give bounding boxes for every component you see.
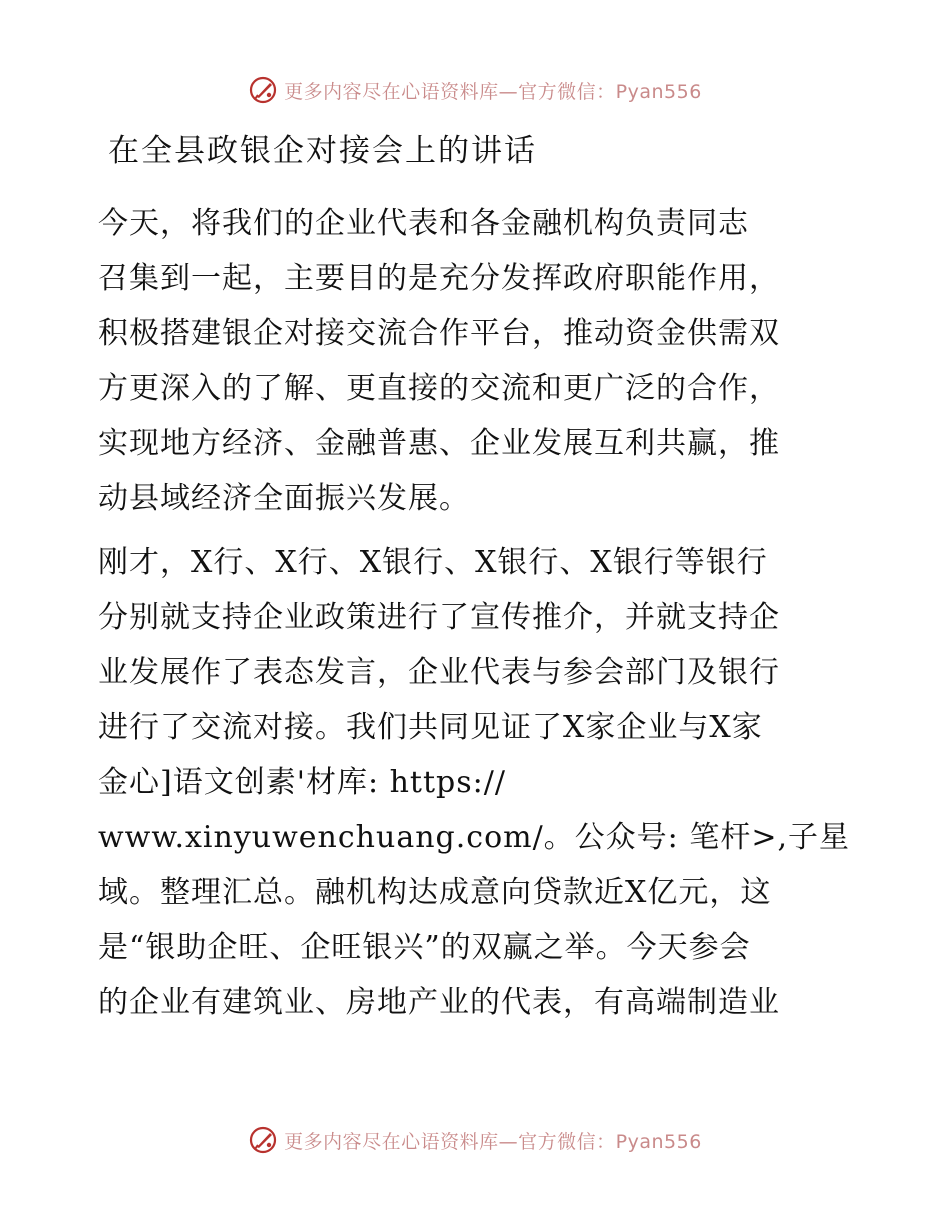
paragraph-2 [98,535,850,1030]
paragraph-1 [98,196,850,526]
paragraph-line: 实现地方经济、金融普惠、企业发展互利共赢，推 [98,426,780,461]
paragraph-line: 今天，将我们的企业代表和各金融机构负责同志 [98,206,749,241]
quill-pen-logo-icon [248,75,278,105]
quill-pen-logo-icon [248,1125,278,1155]
footer-banner-text: 更多内容尽在心语资料库—官方微信：Pyan556 [284,1130,702,1153]
header-banner [0,70,950,110]
header-banner-text: 更多内容尽在心语资料库—官方微信：Pyan556 [284,80,702,103]
paragraph-line: 动县域经济全面振兴发展。 [98,481,470,516]
paragraph-line: www.xinyuwenchuang.com/。公众号: 笔杆>,子星 [98,820,850,855]
paragraph-line: 刚才，X行、X行、X银行、X银行、X银行等银行 [98,545,768,580]
paragraph-line: 的企业有建筑业、房地产业的代表，有高端制造业 [98,985,780,1020]
header-banner-inner [248,75,702,105]
paragraph-line: 进行了交流对接。我们共同见证了X家企业与X家 [98,710,763,745]
paragraph-line: 金心]语文创素'材库: https:// [98,765,506,800]
paragraph-line: 域。整理汇总。融机构达成意向贷款近X亿元，这 [98,875,772,910]
document-title: 在全县政银企对接会上的讲话 [108,133,537,169]
paragraph-line: 分别就支持企业政策进行了宣传推介，并就支持企 [98,600,780,635]
footer-banner [0,1120,950,1160]
paragraph-line: 方更深入的了解、更直接的交流和更广泛的合作， [98,371,780,406]
paragraph-line: 积极搭建银企对接交流合作平台，推动资金供需双 [98,316,780,351]
paragraph-line: 业发展作了表态发言，企业代表与参会部门及银行 [98,655,780,690]
footer-banner-inner [248,1125,702,1155]
paragraph-line: 是“银助企旺、企旺银兴”的双赢之举。今天参会 [98,930,751,965]
paragraph-line: 召集到一起，主要目的是充分发挥政府职能作用， [98,261,780,296]
